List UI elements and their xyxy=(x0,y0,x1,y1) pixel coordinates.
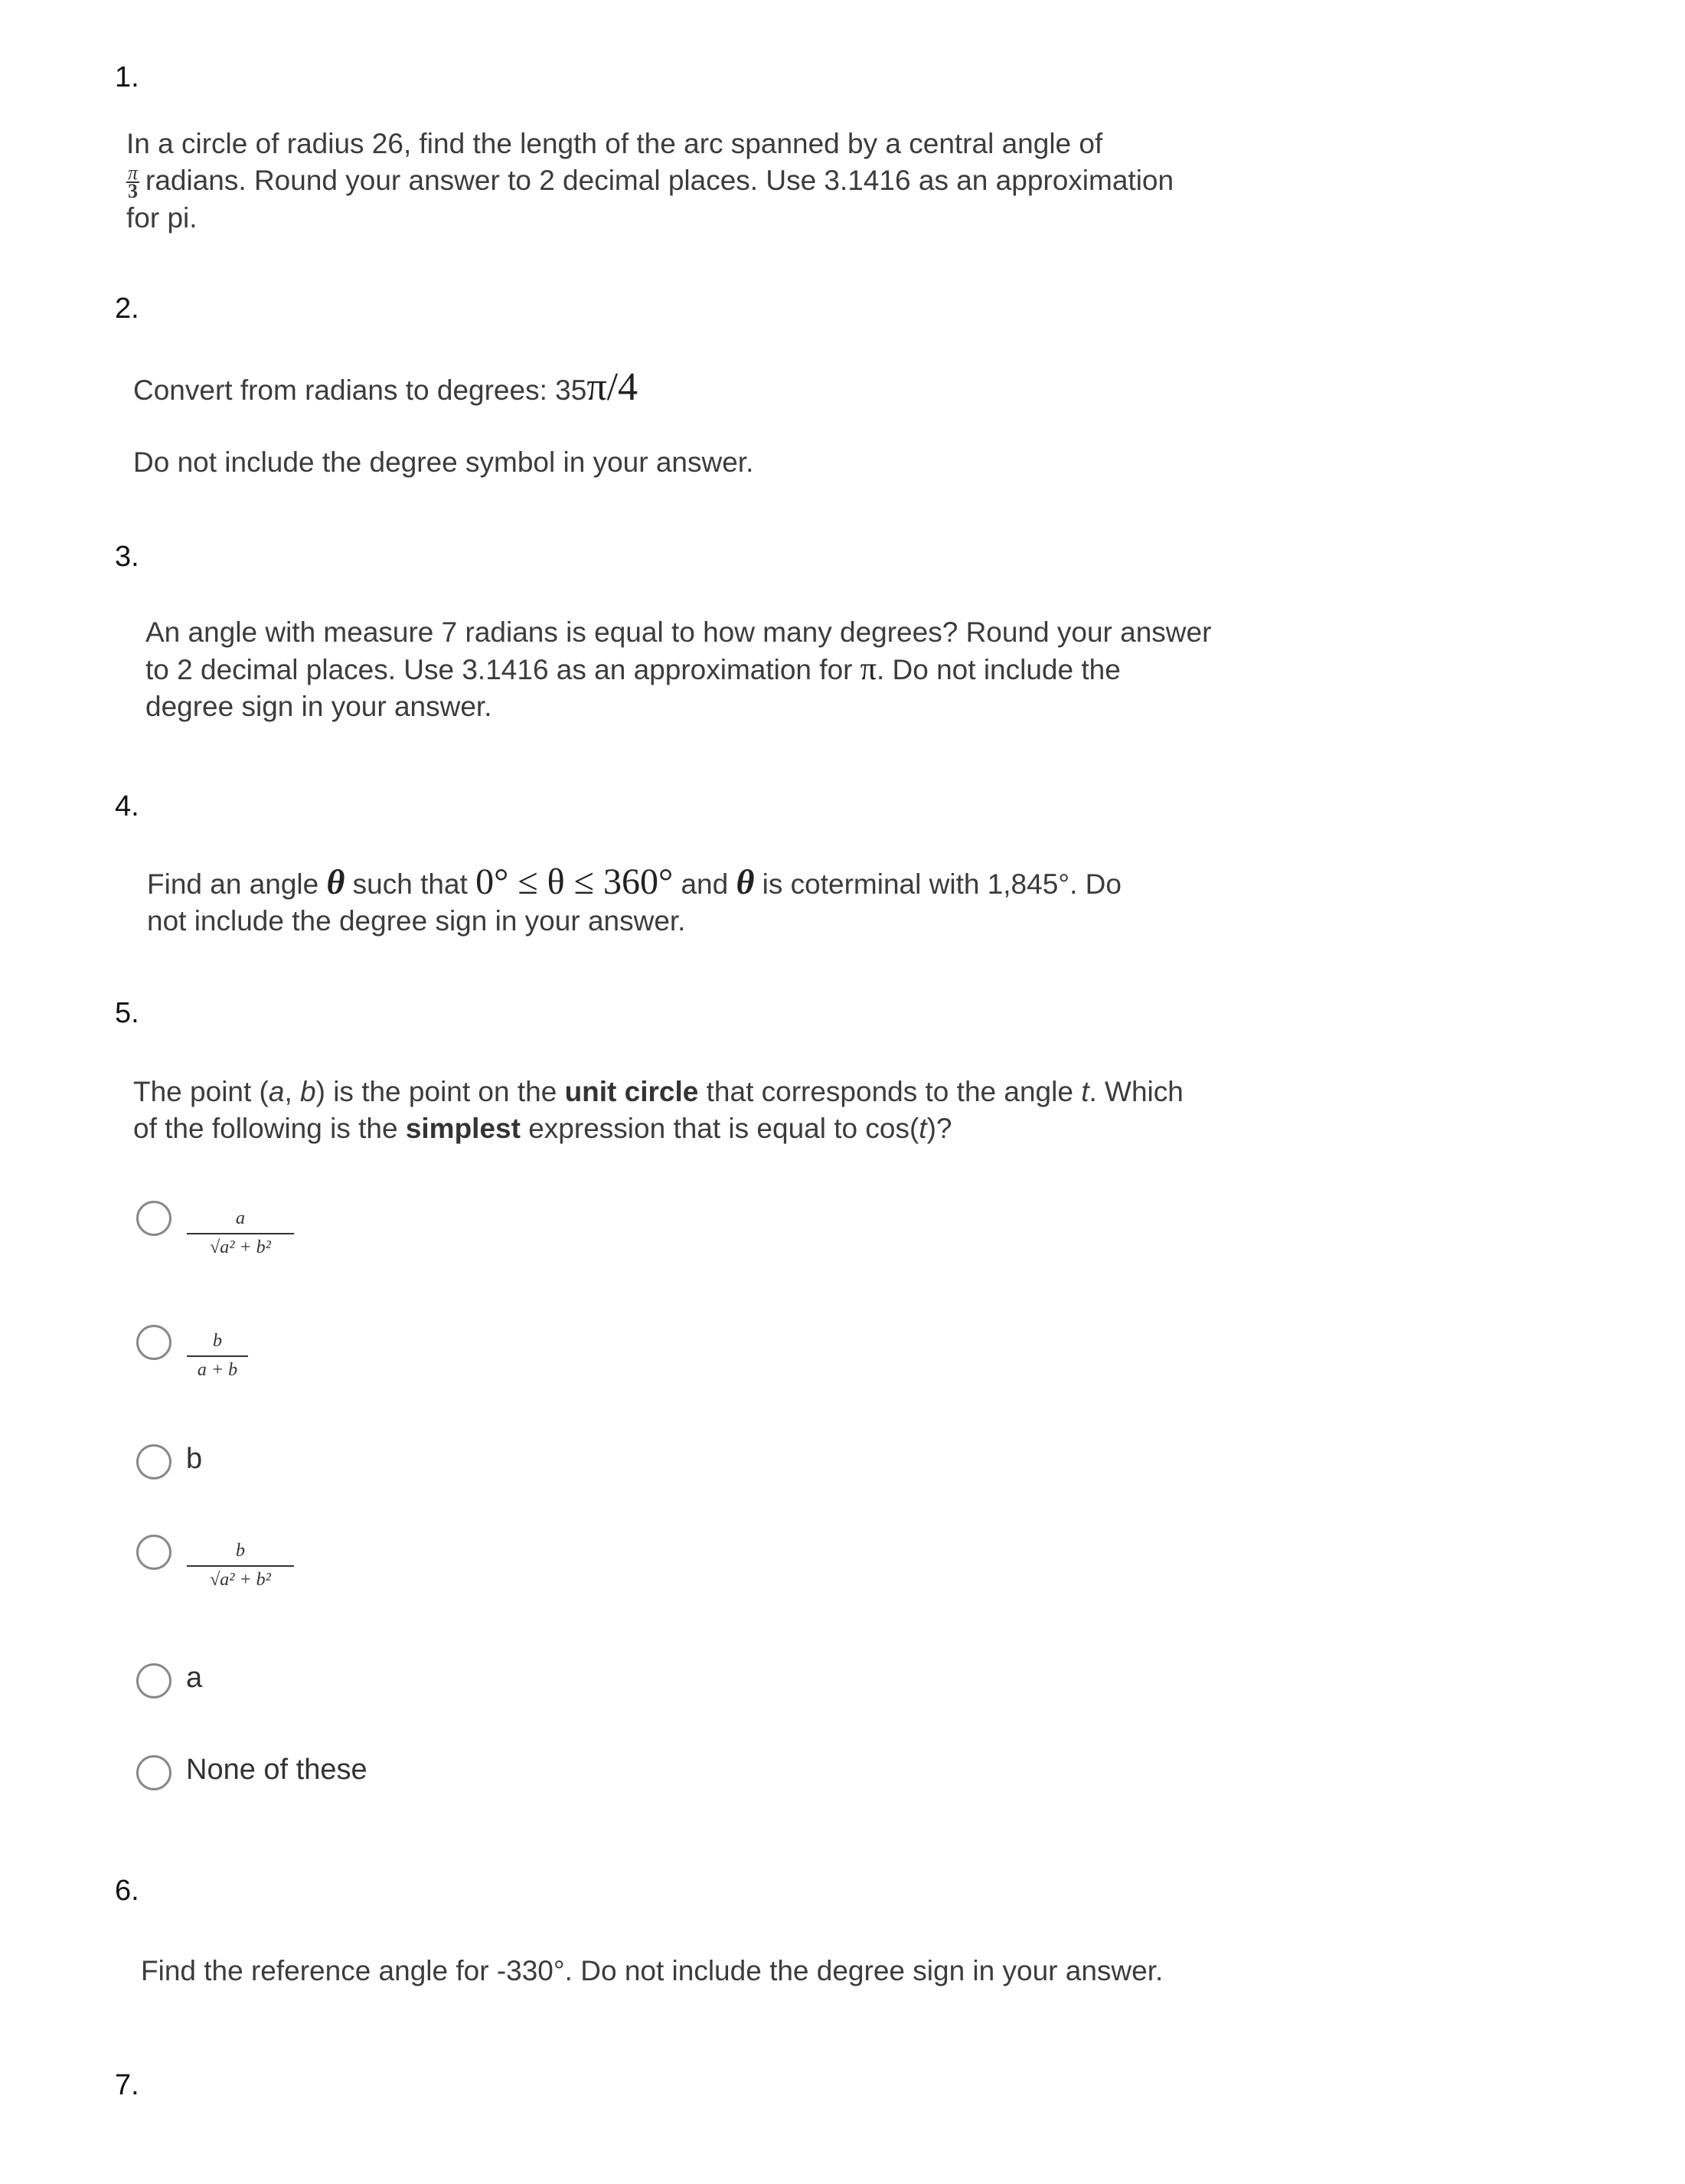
option-2-fraction: b a + b xyxy=(187,1329,248,1381)
question-4-text xyxy=(147,864,1487,940)
question-3-line-1: An angle with measure 7 radians is equal to how many degrees? Round your answer xyxy=(145,616,1212,648)
option-4-radio[interactable] xyxy=(136,1535,171,1570)
option-1-fraction: a √a² + b² xyxy=(187,1207,294,1259)
question-2-number: 2. xyxy=(115,293,139,325)
question-2-text xyxy=(133,365,1435,409)
question-3-text xyxy=(145,614,1485,725)
option-1-radio[interactable] xyxy=(136,1201,171,1236)
option-6-radio[interactable] xyxy=(136,1755,171,1790)
question-5-text xyxy=(133,1074,1473,1147)
question-7-number: 7. xyxy=(115,2069,139,2101)
option-4-fraction: b √a² + b² xyxy=(187,1539,294,1591)
option-5-radio[interactable] xyxy=(136,1663,171,1698)
question-4-line-1: Find an angle θ such that 0° ≤ θ ≤ 360° and θ is coterminal with 1,845°. Do xyxy=(147,862,1122,902)
option-6-label: None of these xyxy=(186,1754,367,1786)
question-1-line-1: In a circle of radius 26, find the length of the arc spanned by a central angle of xyxy=(126,128,1103,159)
question-1-line-3: for pi. xyxy=(126,202,198,234)
question-6-text: Find the reference angle for -330°. Do not include the degree sign in your answer. xyxy=(141,1955,1164,1986)
question-5-line-2: of the following is the simplest expression that is equal to cos(t)? xyxy=(133,1113,952,1144)
option-3-radio[interactable] xyxy=(136,1444,171,1479)
question-4-number: 4. xyxy=(115,790,139,822)
pi-over-3-fraction: $\frac{\pi}{3}$ xyxy=(128,162,139,203)
option-3-label: b xyxy=(186,1443,203,1475)
question-2-note: Do not include the degree symbol in your answer. xyxy=(133,446,754,478)
question-2-line-1: Convert from radians to degrees: 35π/4 xyxy=(133,365,638,409)
question-3-number: 3. xyxy=(115,541,139,573)
question-5-number: 5. xyxy=(115,997,139,1029)
question-5-line-1: The point (a, b) is the point on the unit circle that corresponds to the angle t. Which xyxy=(133,1076,1184,1107)
question-3-line-2: to 2 decimal places. Use 3.1416 as an approximation for π. Do not include the xyxy=(145,652,1121,687)
option-5-label: a xyxy=(186,1662,203,1694)
question-4-line-2: not include the degree sign in your answer. xyxy=(147,905,686,937)
question-6-number: 6. xyxy=(115,1875,139,1907)
option-2-radio[interactable] xyxy=(136,1325,171,1360)
question-1-number: 1. xyxy=(115,61,139,93)
question-3-line-3: degree sign in your answer. xyxy=(145,691,492,722)
question-1-line-2: $\frac{\pi}{3}$ radians. Round your answer to 2 decimal places. Use 3.1416 as an approximation xyxy=(128,162,1174,203)
question-1-text xyxy=(126,126,1428,237)
